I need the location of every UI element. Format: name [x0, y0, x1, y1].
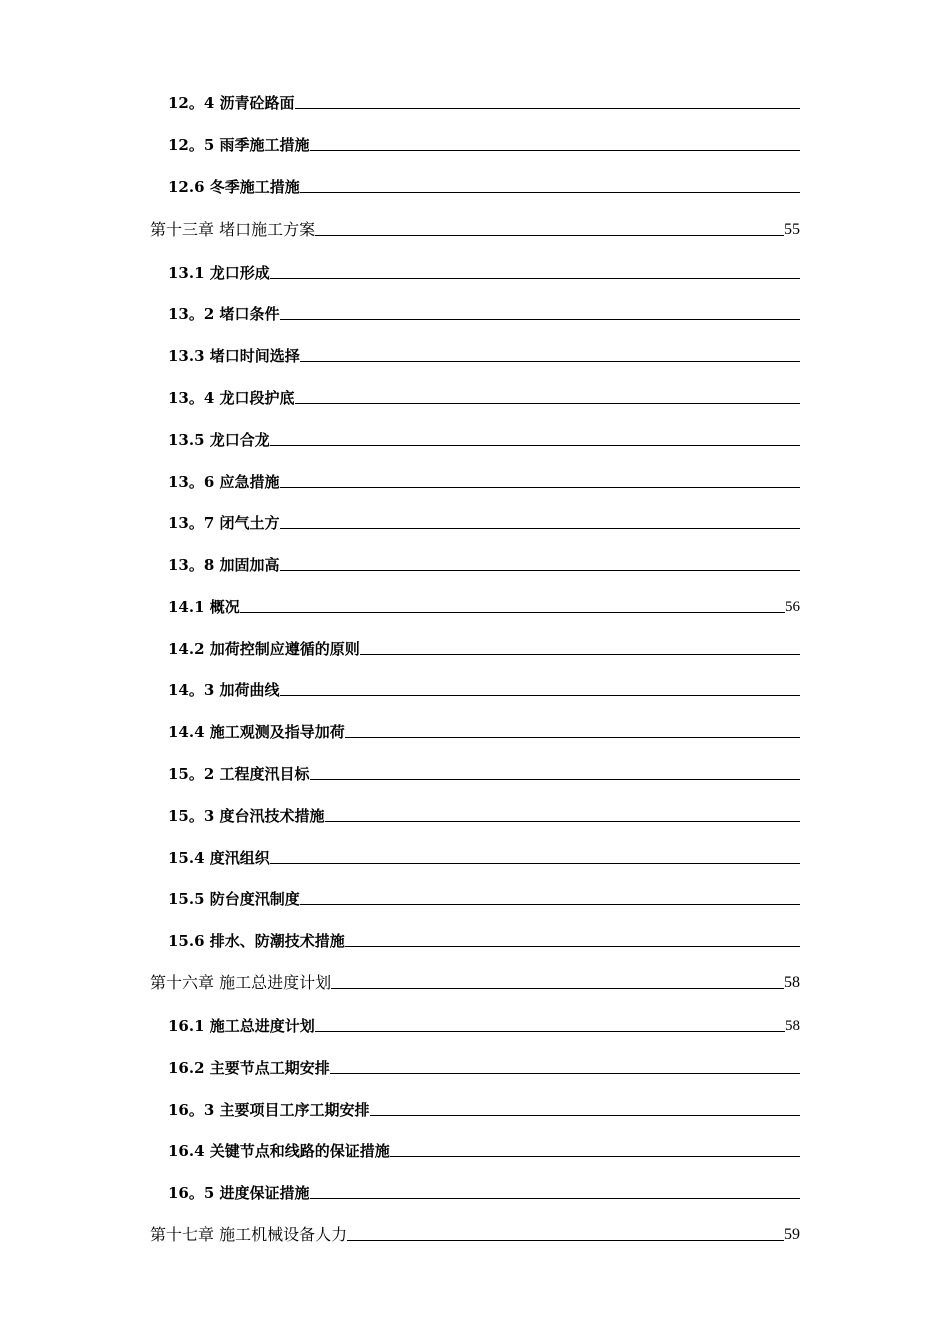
toc-entry[interactable] [168, 132, 800, 154]
toc-entry[interactable] [168, 427, 800, 449]
toc-entry-title: 13.3 堵口时间选择 [168, 347, 300, 365]
toc-entry-title: 16.2 主要节点工期安排 [168, 1059, 330, 1077]
toc-leader-line [315, 235, 784, 236]
toc-entry[interactable] [168, 677, 800, 699]
toc-entry-title: 15。3 度台汛技术措施 [168, 807, 325, 825]
toc-leader-line [280, 695, 800, 696]
toc-page-number: 58 [785, 1018, 800, 1034]
toc-leader-line [280, 528, 800, 529]
toc-leader-line [315, 1031, 785, 1032]
toc-entry-title: 13。4 龙口段护底 [168, 389, 295, 407]
toc-entry-title: 16。5 进度保证措施 [168, 1184, 310, 1202]
toc-entry-title: 16.1 施工总进度计划 [168, 1017, 315, 1035]
toc-leader-line [270, 863, 800, 864]
toc-leader-line [240, 612, 785, 613]
toc-leader-line [300, 361, 800, 362]
toc-entry[interactable] [168, 1180, 800, 1202]
toc-entry[interactable] [168, 301, 800, 323]
toc-leader-line [270, 445, 800, 446]
toc-entry[interactable] [168, 719, 800, 741]
toc-entry-title: 14.4 施工观测及指导加荷 [168, 723, 345, 741]
toc-entry-title: 12。4 沥青砼路面 [168, 94, 295, 112]
toc-leader-line [280, 570, 800, 571]
toc-chapter-entry[interactable] [150, 970, 800, 992]
toc-entry-title: 第十三章 堵口施工方案 [150, 220, 316, 239]
toc-entry-title: 13。7 闭气土方 [168, 514, 280, 532]
toc-entry-title: 12。5 雨季施工措施 [168, 136, 310, 154]
toc-chapter-entry[interactable] [150, 1222, 800, 1244]
toc-entry[interactable] [168, 803, 800, 825]
toc-leader-line [310, 1198, 800, 1199]
toc-leader-line [300, 192, 800, 193]
toc-leader-line [345, 737, 800, 738]
toc-entry[interactable] [168, 1138, 800, 1160]
toc-entry[interactable] [168, 594, 800, 616]
toc-leader-line [310, 150, 800, 151]
toc-entry[interactable] [168, 1097, 800, 1119]
toc-entry-title: 14。3 加荷曲线 [168, 681, 280, 699]
toc-entry[interactable] [168, 510, 800, 532]
toc-entry[interactable] [168, 886, 800, 908]
toc-entry[interactable] [168, 845, 800, 867]
toc-leader-line [347, 1240, 784, 1241]
toc-entry[interactable] [168, 636, 800, 658]
toc-entry-title: 15.5 防台度汛制度 [168, 890, 300, 908]
toc-leader-line [270, 278, 800, 279]
toc-leader-line [331, 988, 784, 989]
toc-entry[interactable] [168, 928, 800, 950]
toc-page-number: 55 [784, 221, 800, 238]
toc-entry-title: 13。2 堵口条件 [168, 305, 280, 323]
toc-entry[interactable] [168, 260, 800, 282]
toc-entry-title: 15。2 工程度汛目标 [168, 765, 310, 783]
toc-entry[interactable] [168, 761, 800, 783]
toc-entry[interactable] [168, 552, 800, 574]
toc-entry-title: 15.4 度汛组织 [168, 849, 270, 867]
toc-leader-line [295, 108, 800, 109]
toc-leader-line [280, 487, 800, 488]
toc-entry[interactable] [168, 469, 800, 491]
toc-page-number: 59 [784, 1226, 800, 1243]
toc-leader-line [370, 1115, 800, 1116]
toc-entry[interactable] [168, 1055, 800, 1077]
toc-entry-title: 第十七章 施工机械设备人力 [150, 1225, 348, 1244]
toc-entry[interactable] [168, 174, 800, 196]
toc-entry-title: 第十六章 施工总进度计划 [150, 973, 332, 992]
toc-entry-title: 16.4 关键节点和线路的保证措施 [168, 1142, 390, 1160]
toc-leader-line [325, 821, 800, 822]
toc-leader-line [295, 403, 800, 404]
toc-leader-line [360, 654, 800, 655]
toc-leader-line [345, 946, 800, 947]
toc-entry-title: 16。3 主要项目工序工期安排 [168, 1101, 370, 1119]
toc-entry-title: 13。6 应急措施 [168, 473, 280, 491]
toc-entry[interactable] [168, 90, 800, 112]
toc-entry[interactable] [168, 1013, 800, 1035]
toc-entry-title: 14.1 概况 [168, 598, 240, 616]
toc-entry[interactable] [168, 343, 800, 365]
toc-leader-line [300, 904, 800, 905]
toc-leader-line [310, 779, 800, 780]
toc-leader-line [330, 1073, 800, 1074]
toc-entry-title: 12.6 冬季施工措施 [168, 178, 300, 196]
toc-entry[interactable] [168, 385, 800, 407]
toc-leader-line [390, 1156, 800, 1157]
toc-entry-title: 14.2 加荷控制应遵循的原则 [168, 640, 360, 658]
toc-chapter-entry[interactable] [150, 217, 800, 239]
toc-entry-title: 13.5 龙口合龙 [168, 431, 270, 449]
toc-page-number: 56 [785, 599, 800, 615]
toc-entry-title: 13.1 龙口形成 [168, 264, 270, 282]
toc-leader-line [280, 319, 800, 320]
toc-entry-title: 15.6 排水、防潮技术措施 [168, 932, 345, 950]
toc-page-number: 58 [784, 974, 800, 991]
toc-entry-title: 13。8 加固加高 [168, 556, 280, 574]
